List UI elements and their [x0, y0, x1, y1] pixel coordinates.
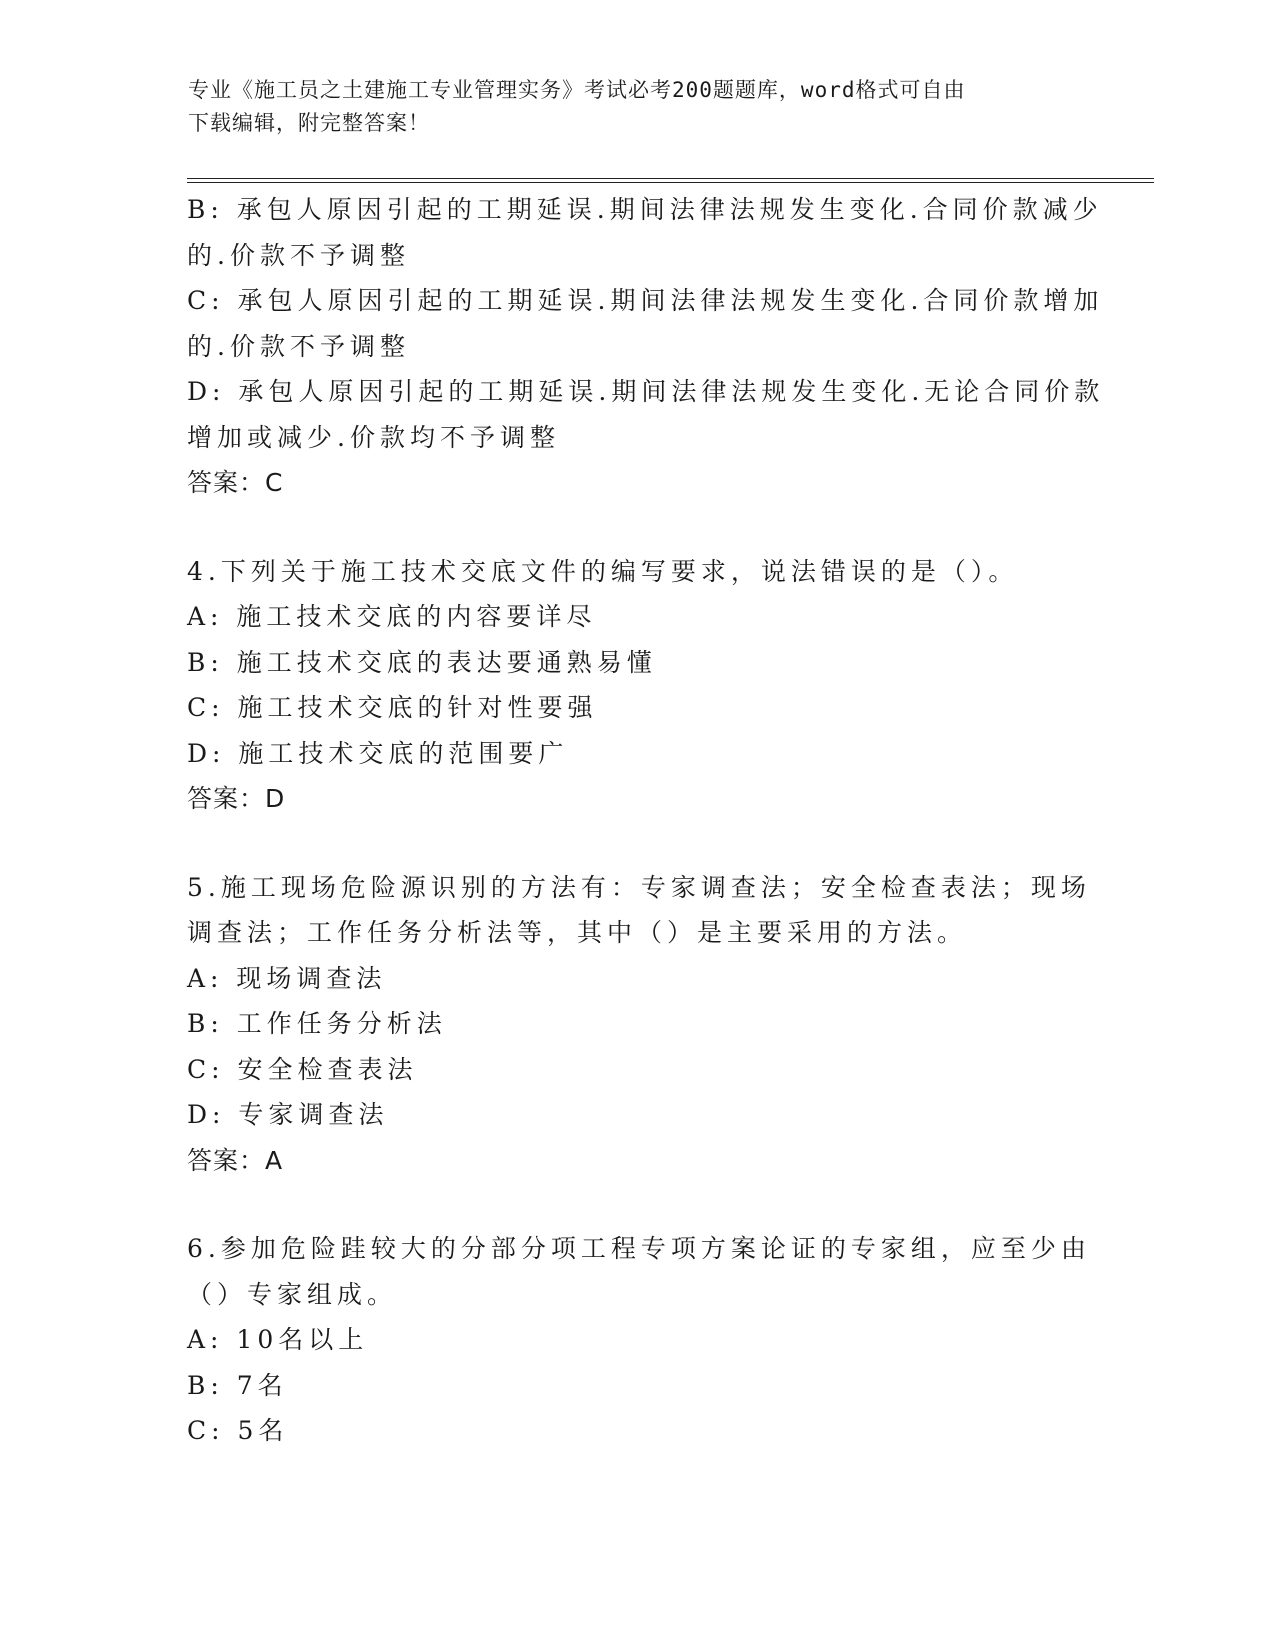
- option-a: A: 现场调查法: [187, 963, 387, 993]
- document-header: [188, 74, 1068, 140]
- option-a: A: 10名以上: [187, 1325, 369, 1354]
- option-b-line-1: B: 承包人原因引起的工期延误.期间法律法规发生变化.合同价款减少: [187, 195, 1103, 224]
- answer-label: 答案：C: [187, 468, 284, 497]
- question-text-line-1: 6.参加危险跬较大的分部分项工程专项方案论证的专家组，应至少由: [187, 1234, 1091, 1263]
- header-line-1: 专业《施工员之土建施工专业管理实务》考试必考200题题库，word格式可自由: [188, 78, 966, 102]
- question-4: [187, 549, 1087, 822]
- option-d-line-2: 增加或减少.价款均不予调整: [187, 422, 560, 452]
- option-d: D: 专家调查法: [187, 1100, 389, 1129]
- option-b-line-2: 的.价款不予调整: [187, 240, 410, 270]
- answer-label: 答案：D: [187, 784, 286, 813]
- question-body: [187, 187, 1105, 1454]
- option-c: C: 施工技术交底的针对性要强: [187, 693, 598, 722]
- option-d-line-1: D: 承包人原因引起的工期延误.期间法律法规发生变化.无论合同价款: [187, 377, 1105, 406]
- option-d: D: 施工技术交底的范围要广: [187, 738, 569, 768]
- option-c-line-2: 的.价款不予调整: [187, 331, 410, 361]
- question-text-line-1: 5.施工现场危险源识别的方法有：专家调查法；安全检查表法；现场: [187, 872, 1091, 902]
- question-text: 4.下列关于施工技术交底文件的编写要求，说法错误的是（）。: [187, 556, 1019, 586]
- option-a: A: 施工技术交底的内容要详尽: [187, 602, 597, 631]
- header-rule-top: [187, 178, 1154, 179]
- question-6: [187, 1226, 1091, 1454]
- spacer: [187, 506, 1087, 549]
- option-b: B: 工作任务分析法: [187, 1009, 447, 1038]
- question-3-tail: [187, 187, 1105, 506]
- option-c: C: 5名: [187, 1416, 289, 1445]
- option-b: B: 施工技术交底的表达要通熟易懂: [187, 647, 657, 677]
- option-b: B: 7名: [187, 1370, 288, 1400]
- header-rule-bottom: [187, 182, 1154, 183]
- option-c: C: 安全检查表法: [187, 1054, 418, 1084]
- answer-label: 答案：A: [187, 1145, 284, 1175]
- option-c-line-1: C: 承包人原因引起的工期延误.期间法律法规发生变化.合同价款增加: [187, 286, 1104, 315]
- header-line-2: 下载编辑，附完整答案！: [188, 111, 430, 135]
- question-5: [187, 865, 1091, 1184]
- spacer: [187, 1183, 1087, 1226]
- spacer: [187, 822, 1087, 865]
- question-text-line-2: （）专家组成。: [187, 1279, 398, 1309]
- question-text-line-2: 调查法；工作任务分析法等，其中（）是主要采用的方法。: [187, 918, 968, 947]
